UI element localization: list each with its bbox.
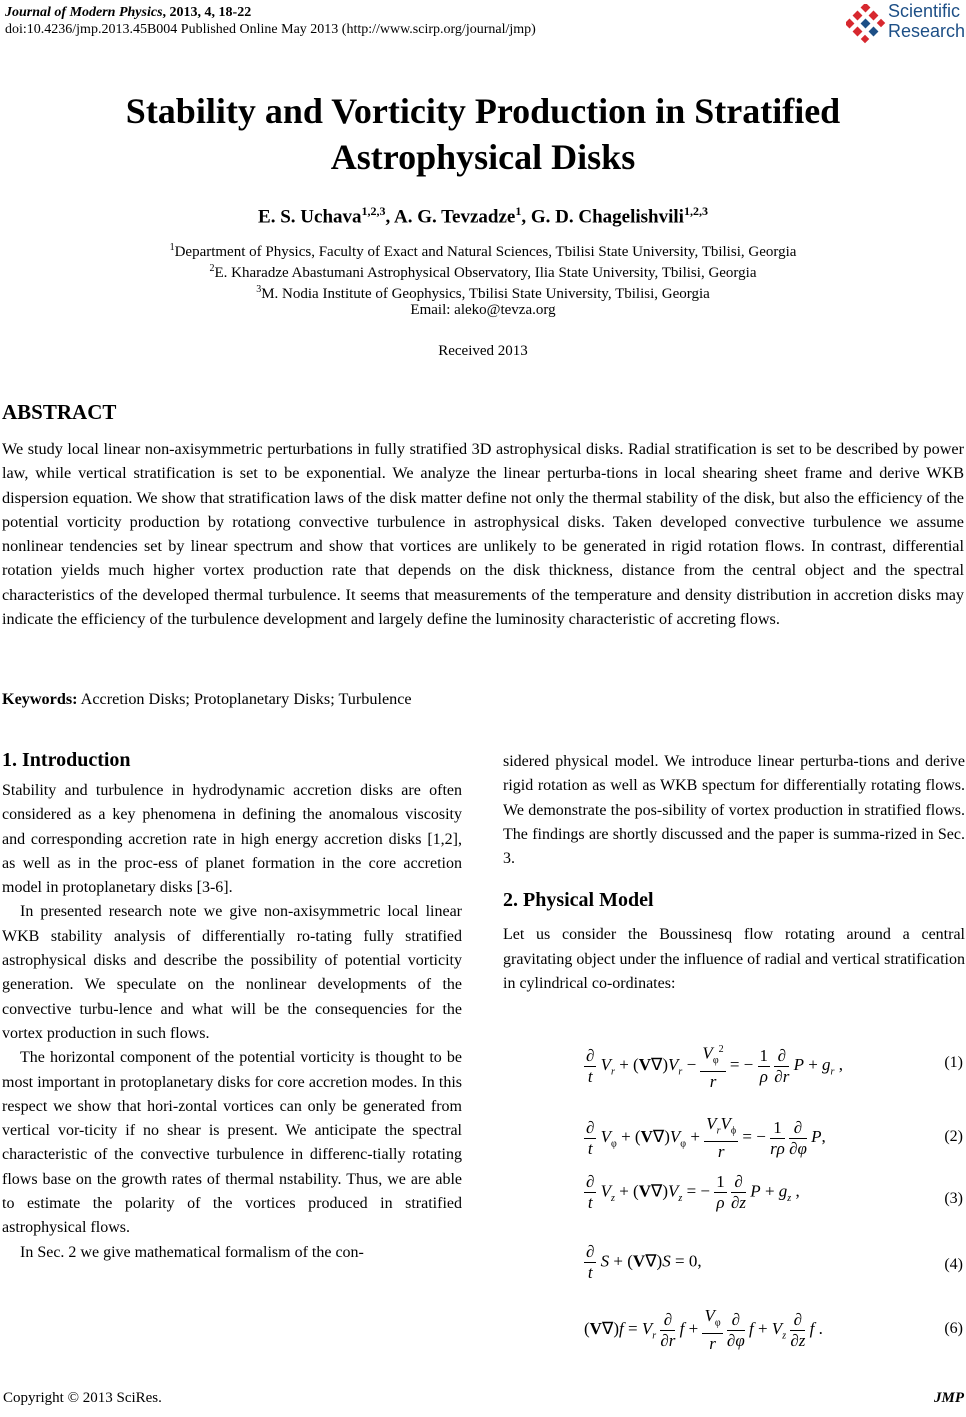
equation-2: $\frac{\partial}{t}$ $V_\varphi + (V\nabla)V_\varphi$ + $\frac{V_rV_\phi}{r}$ = − $\frac{1}{r\rho}$ $\frac{\partial}{\partial\varphi}$ P, (2) (586, 1114, 963, 1162)
author-affiliation-mark: 1,2,3 (361, 204, 386, 218)
received-date: Received 2013 (438, 343, 528, 359)
equation-6: $(V\nabla)f = V_r$ $\frac{\partial}{\partial r}$ f + $\frac{V_\varphi}{r}$ $\frac{\partial}{\partial\varphi}$ $f + V_z$ $\frac{\partial}{\partial z}$ f . (6) (584, 1306, 963, 1354)
equation-number: (6) (944, 1320, 963, 1337)
equation-number: (4) (944, 1256, 963, 1273)
author-name: G. D. Chagelishvili (530, 206, 684, 228)
right-column (503, 750, 965, 996)
doi-line: doi:10.4236/jmp.2013.45B004 Published Online May 2013 (http://www.scirp.org/journal/jmp) (5, 22, 536, 37)
paragraph: In presented research note we give non-axisymmetric local linear WKB stability analysis of differentially ro-tating fully stratified astrophysical disks and describe the possibility of potential vorticity generation. We speculate on the nonlinear developments of the convective turbu-lence and what will be the consequencies for the vortex production in such flows. (2, 903, 462, 1042)
author-affiliation-mark: 1,2,3 (683, 204, 708, 218)
section-2-heading: 2. Physical Model (503, 889, 654, 912)
equation-3: $\frac{\partial}{t}$ $V_z + (V\nabla)V_z$ = − $\frac{1}{\rho}$ $\frac{\partial}{\partial z}$ $P + g_z$ , (3) (586, 1172, 963, 1212)
equation-1: $\frac{\partial}{t}$ $V_r + (V\nabla)V_r$ − $\frac{V_\varphi^2}{r}$ = − $\frac{1}{\rho}$ $\frac{\partial}{\partial r}$ $P + g_r$ , (1) (560, 1036, 965, 1092)
author-affiliation-mark: 1 (515, 204, 522, 218)
paragraph: In Sec. 2 we give mathematical formalism of the con- (20, 1243, 364, 1261)
email[interactable]: Email: aleko@tevza.org (410, 302, 556, 318)
abstract-heading: ABSTRACT (2, 400, 117, 424)
paper-title: Stability and Vorticity Production in Stratified Astrophysical Disks (125, 91, 841, 177)
journal-name: Journal of Modern Physics (5, 5, 163, 20)
paragraph: The horizontal component of the potential vorticity is thought to be most important in protoplanetary disks for core accretion modes. In this respect we show that hori-zontal vortices can only be generated from vertical vor-ticity if no shear is present. We anticipate the spectral characteristic of the convective turbulence in differenc-tially rotating flows base on the growth rates of thermal nstability. Thus, we are able to estimate the polarity of the vortices produced in stratified astrophysical flows. (2, 1049, 462, 1237)
equation-4: $\frac{\partial}{t}$ S + (V∇)S = 0, (4) (586, 1242, 963, 1282)
author-separator: , (521, 206, 531, 228)
affiliation-text: M. Nodia Institute of Geophysics, Tbilisi State University, Tbilisi, Georgia (261, 286, 710, 302)
paragraph: Stability and turbulence in hydrodynamic accretion disks are often considered as a key phenomena in defining the anomalous viscosity and corresponding accretion rate in high energy accretion disks [1,2], as well as in the proc-ess of planet formation in the core accretion model in protoplanetary disks [3-6]. (2, 782, 462, 897)
author-name: E. S. Uchava (258, 206, 362, 228)
author-separator: , (385, 206, 394, 228)
affiliation-mark: 3 (256, 284, 262, 295)
publisher-logo (846, 2, 966, 46)
author-name: A. G. Tevzadze (393, 206, 516, 228)
left-column (2, 745, 462, 1265)
equation-number: (3) (944, 1190, 963, 1207)
scirp-logo-icon (846, 4, 886, 44)
abstract-text: We study local linear non-axisymmetric perturbations in fully stratified 3D astrophysical disks. Radial stratification is set to be described by power law, while vertical stratification is set to be exponential. We analyze the linear perturba-tions in local shearing sheet frame and derive WKB dispersion equation. We show that stratification laws of the disk matter define not only the thermal stability of the disk, but also the efficiency of the potential vorticity production by rotationg convective turbulence in astrophysical disks. Taken developed convective turbulence we assume nonlinear tendencies set by linear spectrum and show that vortices are unlikely to be generated in rigid rotation flows. In contrast, differential rotation yields much higher vortex production rate that depends on the disk thickness, distance from the central object and the spectral characteristics of the developed thermal turbulence. It seems that measurements of the temperature and density distribution in accretion disks may indicate the efficiency of the turbulence development and largely define the luminosity characteristic of accreting flows. (2, 440, 964, 629)
logo-text-scientific: Scientific (888, 1, 961, 21)
journal-details: , 2013, 4, 18-22 (162, 5, 252, 20)
keywords-text: Accretion Disks; Protoplanetary Disks; Turbulence (77, 690, 412, 708)
equation-number: (1) (944, 1054, 963, 1071)
affiliation-text: E. Kharadze Abastumani Astrophysical Observatory, Ilia State University, Tbilisi, Georgia (214, 265, 757, 281)
keywords-label: Keywords: (2, 690, 78, 708)
paragraph: Let us consider the Boussinesq flow rotating around a central gravitating object under the influence of radial and vertical stratification in cylindrical co-ordinates: (503, 926, 965, 993)
affiliation-text: Department of Physics, Faculty of Exact and Natural Sciences, Tbilisi State University, Tbilisi, Georgia (174, 244, 797, 260)
affiliation-mark: 1 (169, 242, 175, 253)
journal-citation (5, 4, 251, 21)
footer-copyright: Copyright © 2013 SciRes. (3, 1390, 162, 1406)
equation-number: (2) (944, 1128, 963, 1145)
paragraph: sidered physical model. We introduce linear perturba-tions and derive rigid rotation as well as WKB spectum for differentially rotating flows. We demonstrate the pos-sibility of vortex production in stratified flows. The findings are shortly discussed and the paper is summa-rized in Sec. 3. (503, 753, 965, 868)
section-1-heading: 1. Introduction (2, 749, 131, 771)
logo-text-research: Research (888, 21, 966, 41)
affiliation-mark: 2 (209, 263, 215, 274)
keywords (2, 690, 412, 709)
author-list (0, 204, 966, 228)
footer-journal-abbr: JMP (934, 1390, 964, 1406)
